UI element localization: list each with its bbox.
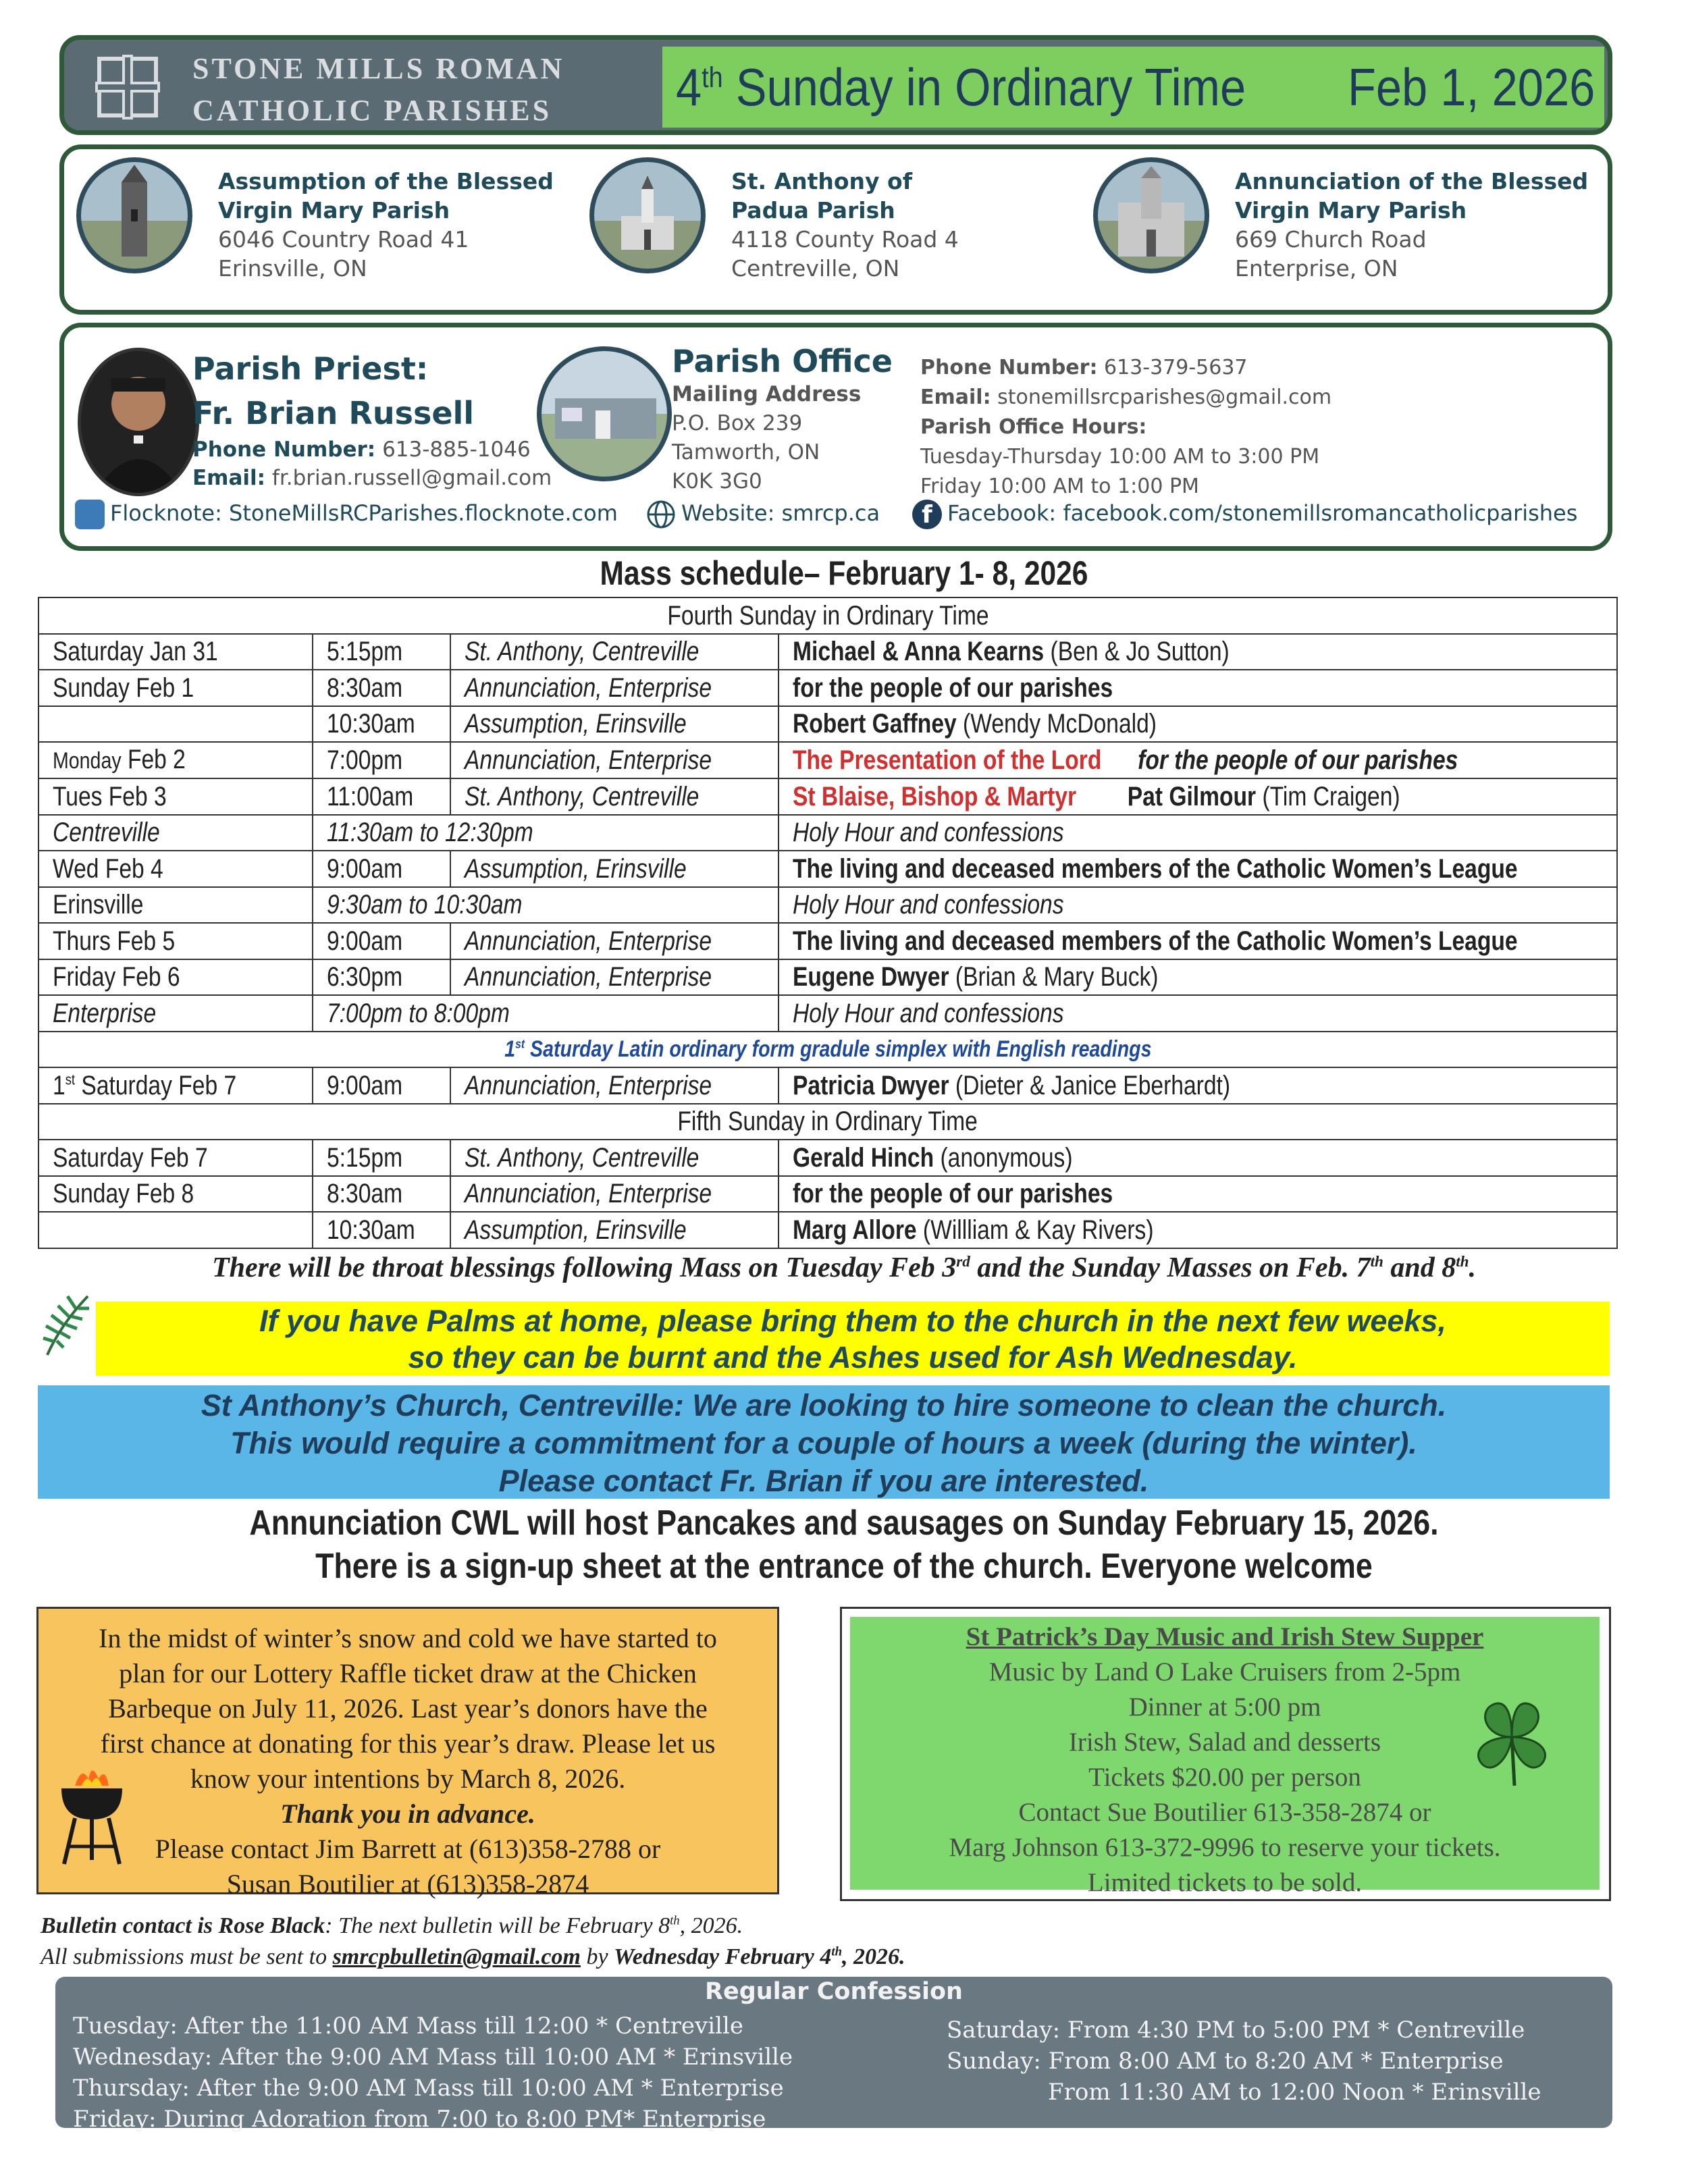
- throat-blessing-notice: There will be throat blessings following Mass on Tuesday Feb 3rd and the Sunday Masses on Feb. 7th and 8th.: [212, 1252, 1476, 1283]
- title-banner: [662, 47, 1604, 128]
- priest-email[interactable]: Email: fr.brian.russell@gmail.com: [192, 466, 552, 490]
- church-photo: [76, 157, 192, 273]
- submission-line: All submissions must be sent to smrcpbulletin@gmail.com by Wednesday February 4th, 2026.: [41, 1944, 905, 1969]
- organization-name: STONE MILLS ROMAN CATHOLIC PARISHES: [192, 52, 565, 127]
- office-email[interactable]: Email: stonemillsrcparishes@gmail.com: [920, 385, 1332, 409]
- table-row: Saturday Jan 31 5:15pm St. Anthony, Centreville Michael & Anna Kearns (Ben & Jo Sutton): [38, 634, 1617, 670]
- mass-schedule-title: Mass schedule– February 1- 8, 2026: [600, 554, 1088, 592]
- table-row: Wed Feb 4 9:00am Assumption, Erinsville The living and deceased members of the Catholic Women’s League: [38, 851, 1617, 887]
- office-contact: Phone Number: 613-379-5637 Email: stonemillsrcparishes@gmail.com Parish Office Hours: Tuesday-Thursday 10:00 AM to 3:00 PM Friday 10:00 AM to 1:00 PM: [920, 353, 1331, 502]
- table-row: Monday Feb 2 7:00pm Annunciation, Enterprise The Presentation of the Lord for the people of our parishes: [38, 742, 1617, 778]
- table-row: Erinsville 9:30am to 10:30am Holy Hour and confessions: [38, 887, 1617, 924]
- palm-leaf-icon: [41, 1291, 95, 1358]
- bulletin-title: 4th Sunday in Ordinary Time: [676, 57, 1246, 117]
- table-row: 10:30am Assumption, Erinsville Robert Gaffney (Wendy McDonald): [38, 706, 1617, 743]
- section-row: Fourth Sunday in Ordinary Time: [38, 597, 1617, 634]
- confession-title: Regular Confession: [705, 1978, 963, 2005]
- table-row: Tues Feb 3 11:00am St. Anthony, Centreville St Blaise, Bishop & Martyr Pat Gilmour (Tim Craigen): [38, 778, 1617, 815]
- facebook-link[interactable]: f Facebook: facebook.com/stonemillsromancatholicparishes: [912, 498, 1577, 529]
- parish-cross-logo: [94, 53, 161, 121]
- cleaning-job-notice: St Anthony’s Church, Centreville: We are looking to hire someone to clean the church. This would require a commitment for a couple of hours a week (during the winter). Please contact Fr. Brian if you are interested.: [38, 1385, 1610, 1499]
- bulletin-contact: [41, 1911, 905, 1973]
- palms-notice: If you have Palms at home, please bring them to the church in the next few weeks, so they can be burnt and the Ashes used for Ash Wednesday.: [96, 1302, 1610, 1376]
- st-patricks-supper-box: St Patrick’s Day Music and Irish Stew Supper Music by Land O Lake Cruisers from 2-5pm Dinner at 5:00 pm Irish Stew, Salad and desserts Tickets $20.00 per person Contact Sue Boutilier 613-358-2874 or Marg Johnson 613-372-9996 to reserve your tickets. Limited tickets to be sold.: [840, 1607, 1611, 1901]
- table-row: Sunday Feb 8 8:30am Annunciation, Enterprise for the people of our parishes: [38, 1176, 1617, 1213]
- confession-weekend-times: Saturday: From 4:30 PM to 5:00 PM * Centreville Sunday: From 8:00 AM to 8:20 AM * Enterprise From 11:30 AM to 12:00 Noon * Erinsville: [947, 2017, 1541, 2106]
- facebook-icon: f: [912, 500, 942, 529]
- office-photo: [537, 346, 672, 481]
- regular-confession-box: [55, 1977, 1612, 2133]
- table-row: 1st Saturday Feb 7 9:00am Annunciation, Enterprise Patricia Dwyer (Dieter & Janice Eberhardt): [38, 1067, 1617, 1104]
- section-row: 1st Saturday Latin ordinary form gradule simplex with English readings: [38, 1032, 1617, 1068]
- mass-schedule-table: [38, 597, 1618, 1249]
- section-row: Fifth Sunday in Ordinary Time: [38, 1104, 1617, 1140]
- confession-weekday-times: Tuesday: After the 11:00 AM Mass till 12:00 * Centreville Wednesday: After the 9:00 AM Mass till 10:00 AM * Erinsville Thursday: After the 9:00 AM Mass till 10:00 AM * Enterprise Friday: During Adoration from 7:00 to 8:00 PM* Enterprise: [73, 2013, 793, 2133]
- table-row: 10:30am Assumption, Erinsville Marg Allore (Willliam & Kay Rivers): [38, 1212, 1617, 1248]
- bulletin-contact-line: Bulletin contact is Rose Black: The next bulletin will be February 8th, 2026.: [41, 1913, 743, 1938]
- flocknote-icon: [75, 500, 105, 529]
- bulletin-email-link[interactable]: smrcpbulletin@gmail.com: [332, 1944, 581, 1969]
- website-link[interactable]: Website: smrcp.ca: [646, 498, 880, 529]
- table-row: Enterprise 7:00pm to 8:00pm Holy Hour and confessions: [38, 995, 1617, 1032]
- table-row: Sunday Feb 1 8:30am Annunciation, Enterprise for the people of our parishes: [38, 670, 1617, 706]
- lottery-raffle-box: In the midst of winter’s snow and cold we have started to plan for our Lottery Raffle ticket draw at the Chicken Barbeque on July 11, 2026. Last year’s donors have the first chance at donating for this year’s draw. Please let us know your intentions by March 8, 2026. Thank you in advance. Please contact Jim Barrett at (613)358-2788 or Susan Boutilier at (613)358-2874: [36, 1607, 779, 1894]
- church-photo: [589, 157, 706, 273]
- table-row: Saturday Feb 7 5:15pm St. Anthony, Centreville Gerald Hinch (anonymous): [38, 1140, 1617, 1176]
- office-address: Parish Office Mailing Address P.O. Box 239 Tamworth, ON K0K 3G0: [672, 343, 893, 494]
- church-photo: [1093, 157, 1209, 273]
- table-row: Centreville 11:30am to 12:30pm Holy Hour and confessions: [38, 815, 1617, 851]
- shamrock-icon: [1458, 1684, 1566, 1792]
- priest-photo: [78, 348, 199, 496]
- parishes-box: Assumption of the Blessed Virgin Mary Parish 6046 Country Road 41 Erinsville, ON St. Anthony of Padua Parish 4118 County Road 4 Centreville, ON Annunciation of the Blessed Virgin Mary Parish 669 Church Road Enterprise, ON: [59, 144, 1612, 315]
- priest-info: Parish Priest: Fr. Brian Russell Phone Number: 613-885-1046 Email: fr.brian.russell@gmail.com: [192, 346, 552, 492]
- bulletin-header: [59, 35, 1612, 135]
- bulletin-date: Feb 1, 2026: [1347, 57, 1595, 117]
- cwl-pancake-notice: Annunciation CWL will host Pancakes and sausages on Sunday February 15, 2026. There is a sign-up sheet at the entrance of the church. Everyone welcome: [249, 1503, 1439, 1586]
- office-phone: Phone Number: 613-379-5637: [920, 356, 1248, 379]
- globe-icon: [646, 500, 676, 529]
- table-row: Thurs Feb 5 9:00am Annunciation, Enterprise The living and deceased members of the Catholic Women’s League: [38, 923, 1617, 959]
- office-box: [59, 323, 1612, 551]
- table-row: Friday Feb 6 6:30pm Annunciation, Enterprise Eugene Dwyer (Brian & Mary Buck): [38, 959, 1617, 996]
- priest-phone: Phone Number: 613-885-1046: [192, 437, 531, 462]
- flocknote-link[interactable]: Flocknote: StoneMillsRCParishes.flocknote.com: [75, 498, 618, 529]
- barbeque-icon: [55, 1759, 129, 1867]
